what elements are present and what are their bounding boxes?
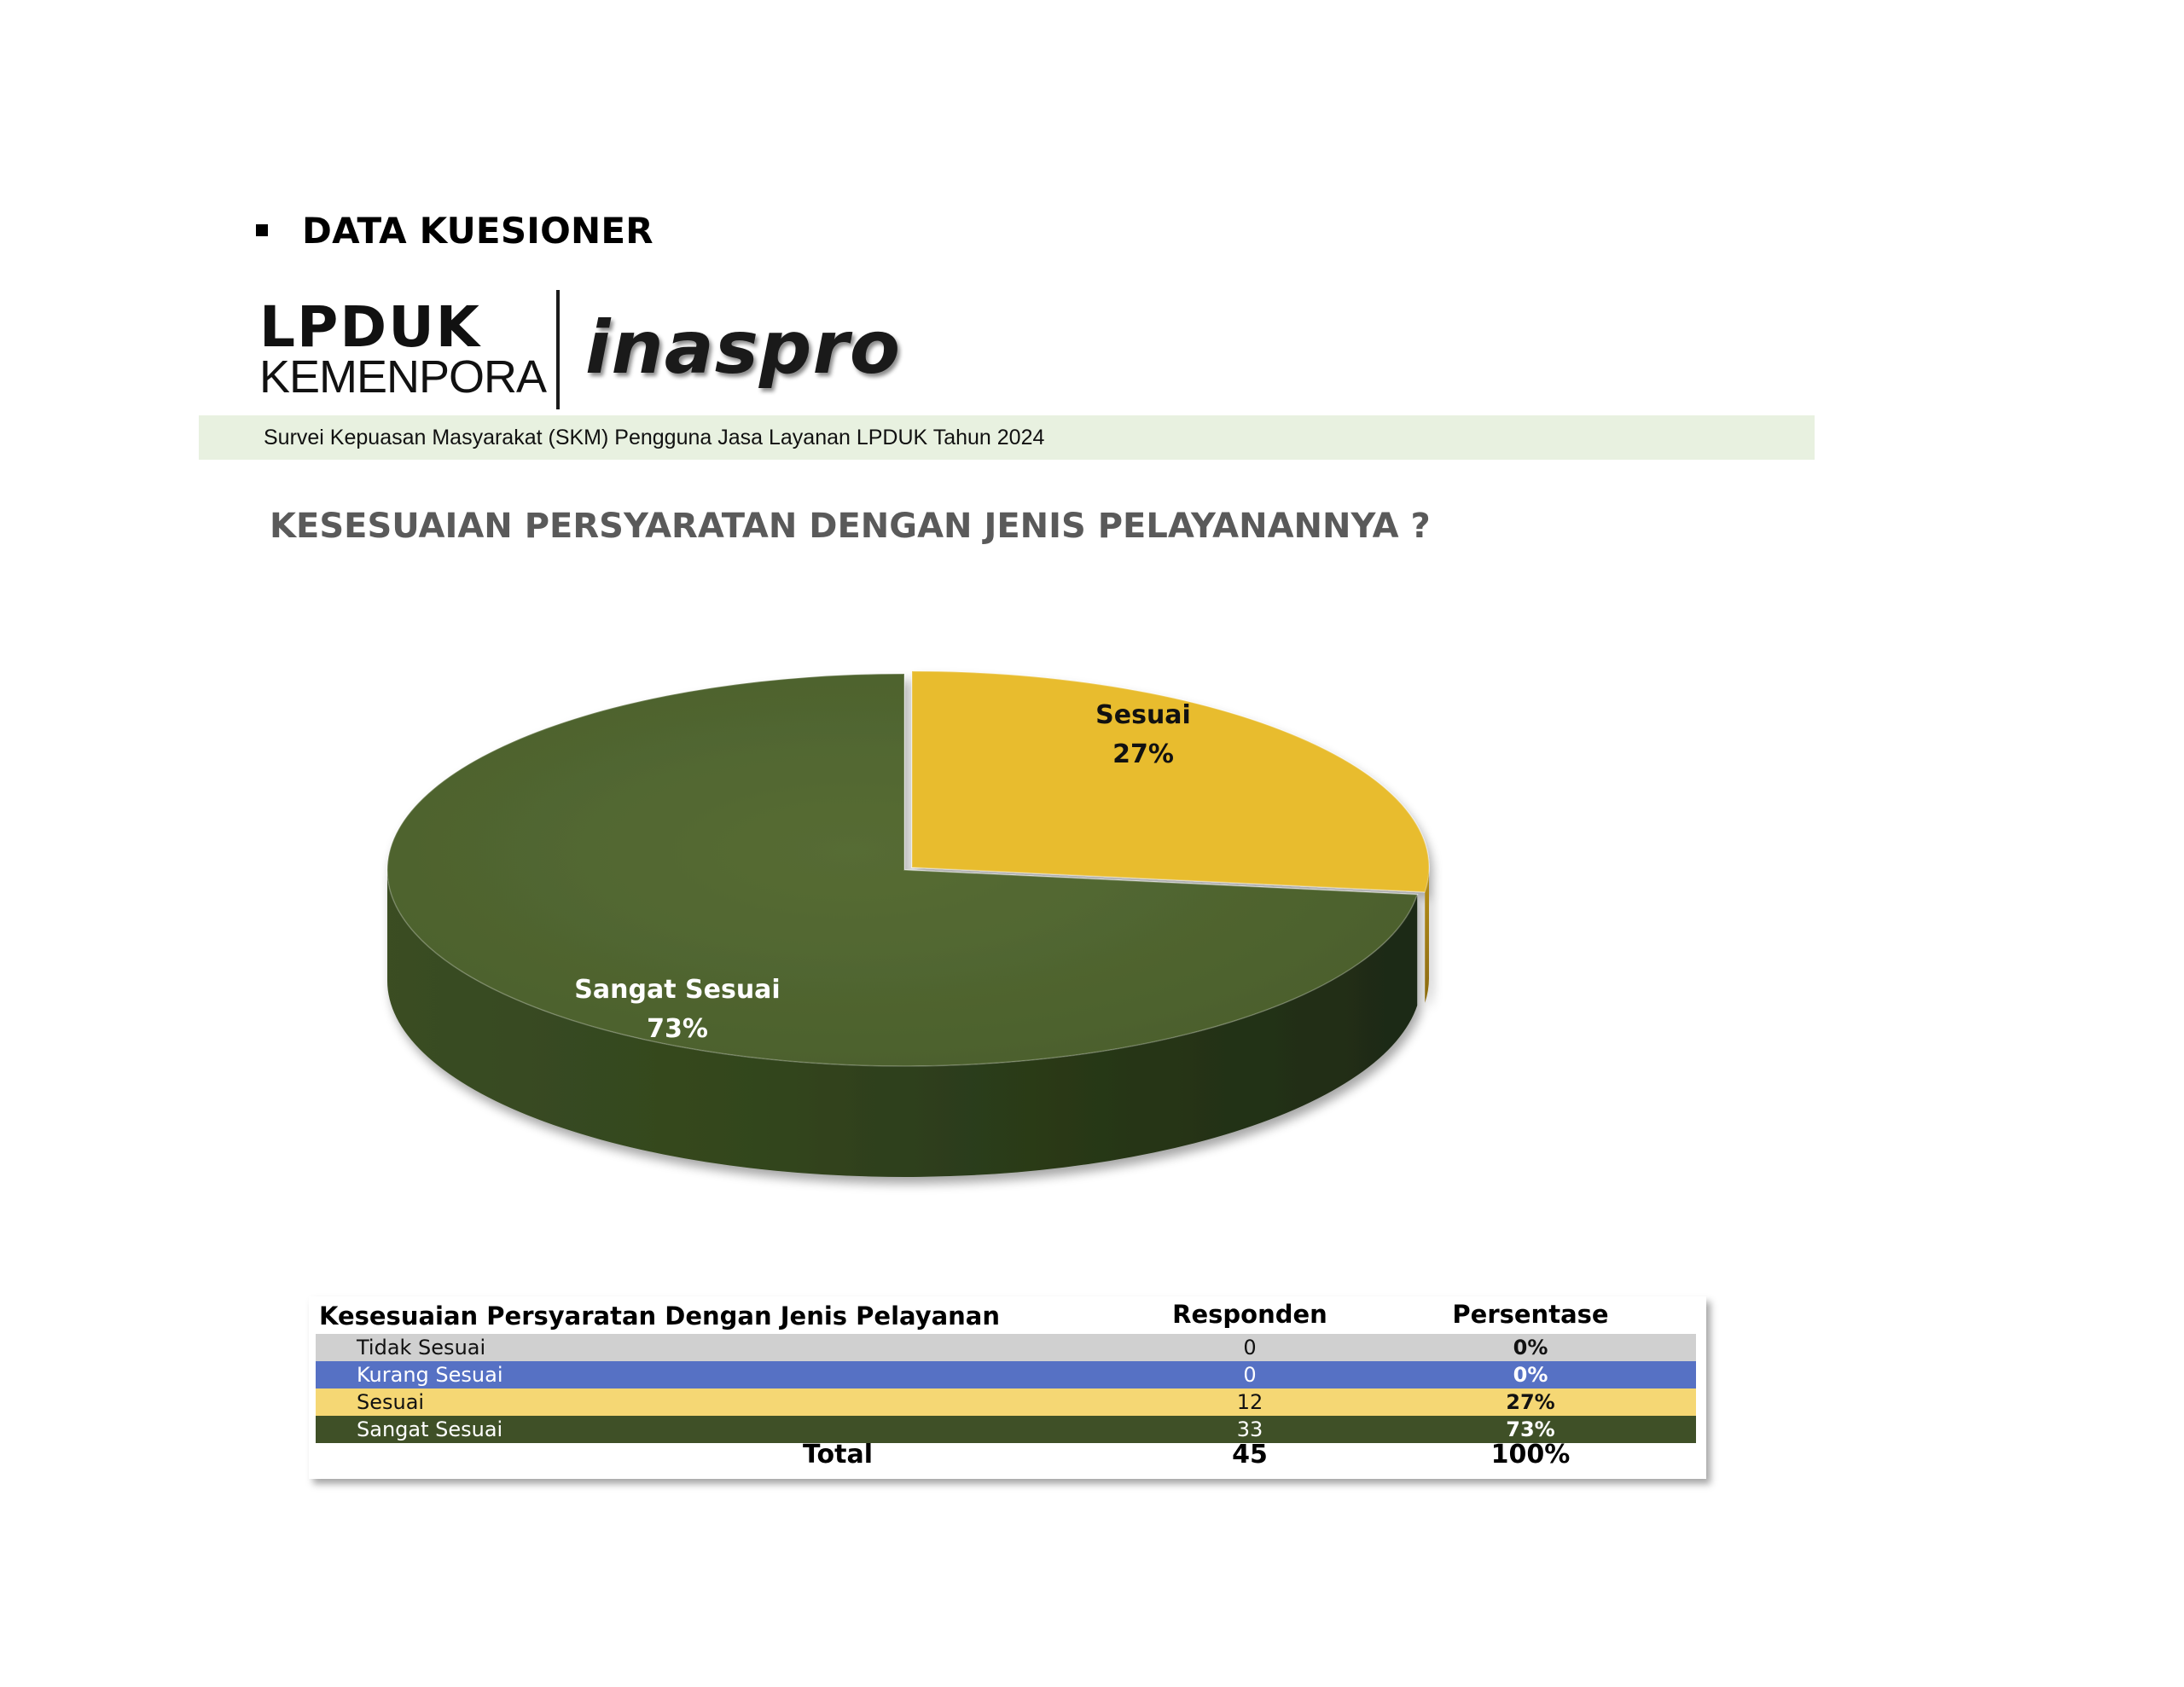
section-heading: DATA KUESIONER — [302, 209, 653, 252]
row-respondents: 0 — [1243, 1363, 1257, 1387]
table-header-percentage: Persentase — [1452, 1300, 1609, 1329]
row-percentage: 73% — [1506, 1417, 1555, 1441]
row-percentage: 0% — [1513, 1363, 1548, 1387]
bullet-icon — [256, 224, 268, 236]
row-label: Kurang Sesuai — [357, 1363, 503, 1387]
row-label: Sesuai — [357, 1390, 425, 1414]
table-header-category: Kesesuaian Persyaratan Dengan Jenis Pelayanan — [319, 1301, 1001, 1330]
pie-label-category: Sesuai — [1095, 700, 1191, 730]
table-header-respondents: Responden — [1172, 1300, 1327, 1329]
logo-inaspro-text: inaspro — [585, 305, 901, 391]
row-respondents: 12 — [1236, 1390, 1263, 1414]
row-label: Sangat Sesuai — [357, 1417, 503, 1441]
pie-chart — [358, 597, 1484, 1245]
row-respondents: 33 — [1236, 1417, 1263, 1441]
table-row — [316, 1361, 1696, 1388]
total-percentage: 100% — [1490, 1440, 1571, 1470]
survey-band — [199, 415, 1815, 460]
pie-label-value: 73% — [647, 1014, 708, 1044]
row-label: Tidak Sesuai — [357, 1336, 486, 1359]
chart-title: KESESUAIAN PERSYARATAN DENGAN JENIS PELAYANANNYA ? — [270, 507, 1431, 546]
pie-label-category: Sangat Sesuai — [574, 975, 781, 1005]
pie-label-value: 27% — [1112, 739, 1174, 769]
row-respondents: 0 — [1243, 1336, 1257, 1359]
row-percentage: 27% — [1506, 1390, 1555, 1414]
logo-kemenpora-text: KEMENPORA — [259, 351, 547, 403]
logo-lpduk-text: LPDUK — [259, 294, 481, 360]
total-label: Total — [803, 1440, 873, 1470]
table-row — [316, 1388, 1696, 1416]
row-percentage: 0% — [1513, 1336, 1548, 1359]
lpduk-inaspro-logo — [259, 290, 908, 409]
section-heading-row — [256, 205, 653, 256]
summary-table — [309, 1296, 1706, 1479]
table-row — [316, 1334, 1696, 1361]
total-respondents: 45 — [1232, 1440, 1268, 1470]
survey-band-text: Survei Kepuasan Masyarakat (SKM) Pengguna Jasa Layanan LPDUK Tahun 2024 — [264, 426, 1045, 449]
logo-divider — [556, 290, 560, 409]
